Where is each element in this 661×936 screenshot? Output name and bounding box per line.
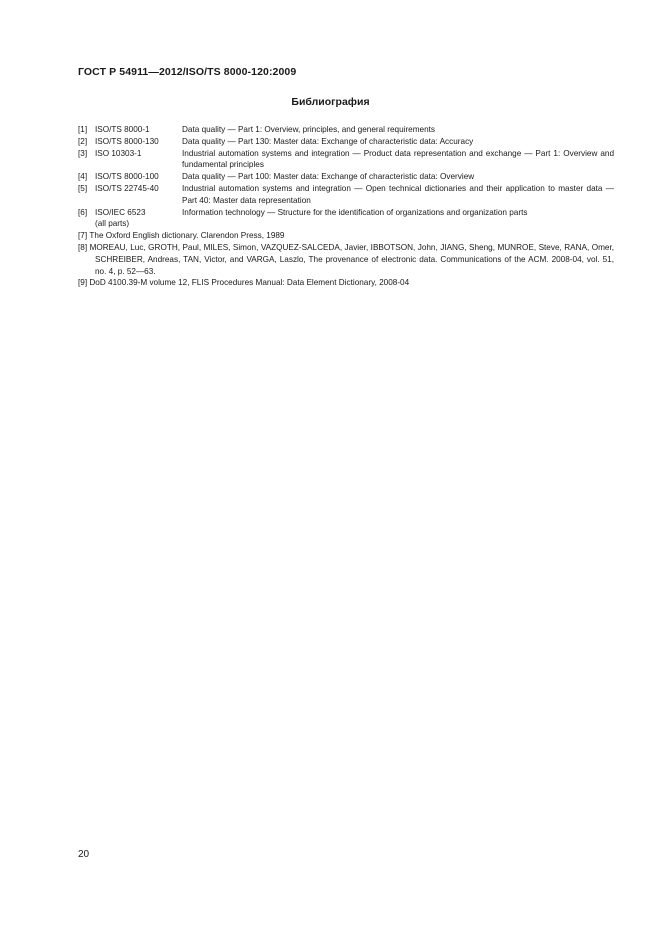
entry-title: Industrial automation systems and integration — Open technical dictionaries and their application to master data — Part 40: Master data representation (182, 183, 614, 205)
entry-standard-code: ISO/TS 22745-40 (95, 183, 159, 193)
document-header: ГОСТ Р 54911—2012/ISO/TS 8000-120:2009 (78, 66, 297, 78)
entry-number: [1] (78, 125, 88, 134)
entry-standard-code: ISO/TS 8000-130 (95, 136, 159, 146)
entry-standard-subnote: (all parts) (95, 219, 130, 229)
bibliography-entry (78, 136, 614, 148)
entry-number: [8] (78, 242, 88, 252)
bibliography-entry (78, 124, 614, 136)
entry-title: MOREAU, Luc, GROTH, Paul, MILES, Simon, VAZQUEZ-SALCEDA, Javier, IBBOTSON, John, JIANG, Sheng, MUNROE, Steve, RANA, Omer, SCHREIBER, Andreas, TAN, Victor, and VARGA, Laszlo, The provenance of electronic data. Communications of the ACM. 2008-04, vol. 51, no. 4, p. 52—63. (89, 242, 615, 276)
bibliography-entry (78, 277, 614, 289)
entry-title: Data quality — Part 1: Overview, principles, and general requirements (182, 125, 436, 134)
entry-title: Data quality — Part 100: Master data: Exchange of characteristic data: Overview (182, 172, 475, 182)
page-number: 20 (78, 849, 90, 860)
entry-standard-code: ISO/IEC 6523 (95, 207, 146, 217)
bibliography-entry (78, 230, 614, 242)
entry-title: Data quality — Part 130: Master data: Exchange of characteristic data: Accuracy (182, 136, 474, 146)
entry-title: Information technology — Structure for the identification of organizations and organization parts (182, 207, 528, 217)
bibliography-entry (78, 171, 614, 183)
entry-number: [7] (78, 231, 88, 241)
section-title: Библиография (291, 96, 370, 108)
entry-number: [9] (78, 278, 88, 288)
entry-number: [4] (78, 172, 88, 182)
entry-number: [2] (78, 136, 88, 146)
bibliography-entry (78, 242, 614, 277)
bibliography-entry (78, 148, 614, 172)
entry-standard-code: ISO/TS 8000-100 (95, 172, 159, 182)
entry-title: DoD 4100.39-M volume 12, FLIS Procedures Manual: Data Element Dictionary, 2008-04 (89, 278, 410, 288)
bibliography-entry (78, 207, 614, 231)
entry-standard-code: ISO 10303-1 (95, 148, 142, 158)
entry-number: [6] (78, 207, 88, 217)
bibliography-entry (78, 183, 614, 207)
bibliography-list (78, 124, 614, 289)
entry-title: Industrial automation systems and integration — Product data representation and exchange — Part 1: Overview and fundamental principles (182, 148, 614, 170)
entry-number: [3] (78, 148, 88, 158)
entry-number: [5] (78, 183, 88, 193)
entry-title: The Oxford English dictionary. Clarendon Press, 1989 (89, 231, 285, 241)
entry-standard-code: ISO/TS 8000-1 (95, 125, 150, 134)
